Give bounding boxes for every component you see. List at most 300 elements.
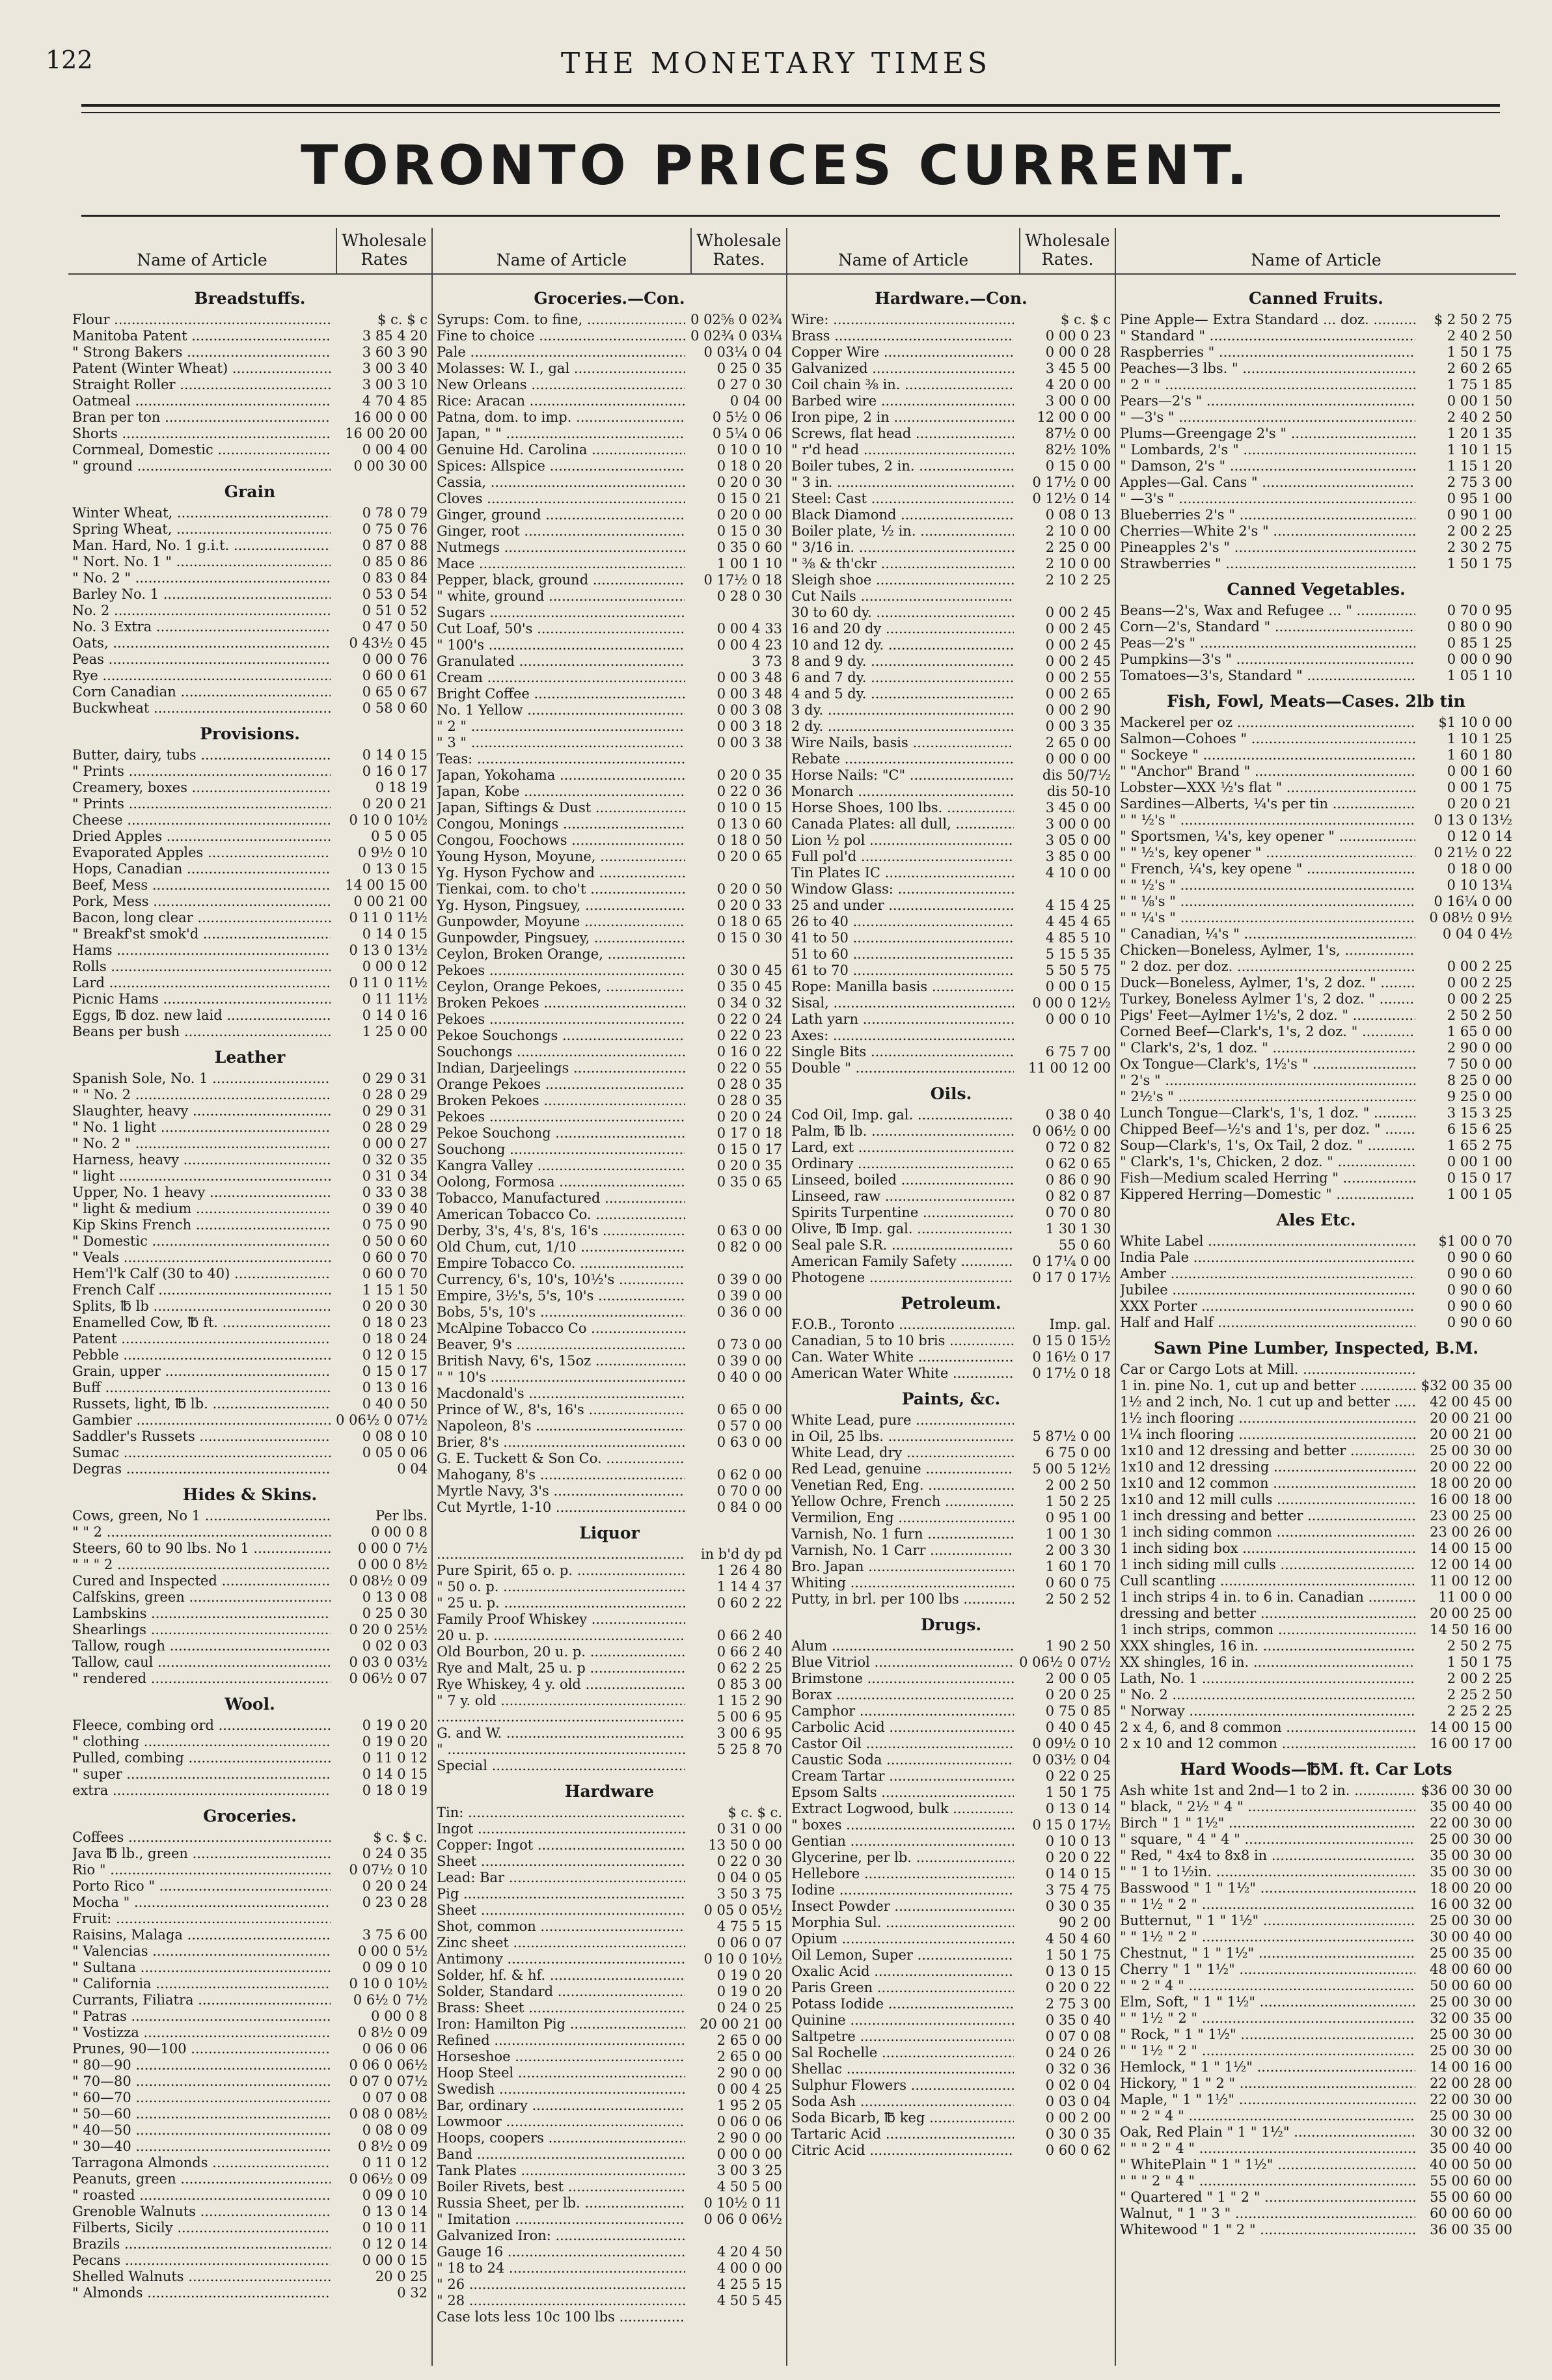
article-name: Sulphur Flowers ..... (791, 2077, 1014, 2094)
article-name: Cows, green, No 1 ..... (72, 1508, 331, 1524)
article-name: Bar, ordinary ..... (437, 2098, 685, 2114)
wholesale-rate: 0 10 0 11 (362, 2220, 428, 2236)
price-row (437, 1353, 782, 1369)
wholesale-rate: 0 14 0 15 (362, 926, 428, 942)
price-row (1120, 731, 1512, 747)
wholesale-rate: 5 00 6 95 (716, 1709, 782, 1725)
article-name: 1 inch strips 4 in. to 6 in. Canadian ..... (1120, 1589, 1415, 1606)
wholesale-rate: 0 13 0 14 (362, 2204, 428, 2219)
wholesale-rate: 0 24 0 26 (1045, 2045, 1111, 2060)
article-name: " 40—50 ..... (72, 2122, 331, 2139)
article-name: American Water White ..... (791, 1365, 1014, 1382)
price-row (72, 1087, 428, 1103)
article-name: Walnut, " 1 " 3 " ..... (1120, 2206, 1415, 2222)
price-row (437, 1272, 782, 1288)
price-row (791, 1915, 1111, 1931)
article-name: " " 2 " 4 " ..... (1120, 1978, 1415, 1994)
article-name: Creamery, boxes ..... (72, 780, 331, 796)
article-name: Pekoe Souchongs ..... (437, 1028, 685, 1044)
price-row (1120, 991, 1512, 1007)
price-row (1120, 1573, 1512, 1589)
wholesale-rate: 11 00 0 00 (1438, 1589, 1512, 1605)
price-row (791, 1107, 1111, 1123)
price-row (437, 540, 782, 556)
wholesale-rate: 3 85 0 00 (1045, 849, 1111, 864)
wholesale-rate: 0 78 0 79 (362, 505, 428, 521)
price-row (437, 1190, 782, 1207)
price-row (791, 1703, 1111, 1719)
article-name: " Vostizza ..... (72, 2025, 331, 2041)
wholesale-rate: 0 10 0 13 (1045, 1833, 1111, 1849)
price-row (437, 1837, 782, 1853)
price-row (791, 1542, 1111, 1559)
article-name: " 2 " ..... (437, 718, 685, 735)
price-row (72, 603, 428, 619)
article-name: Currants, Filiatra ..... (72, 1992, 331, 2008)
price-row (437, 1725, 782, 1742)
wholesale-rate: 3 00 3 40 (362, 361, 428, 376)
article-name: Pork, Mess ..... (72, 894, 331, 910)
price-row (791, 1980, 1111, 1996)
price-row (72, 312, 428, 328)
price-row (791, 1559, 1111, 1575)
wholesale-rate: 0 19 0 20 (716, 1984, 782, 1999)
price-row (1120, 393, 1512, 409)
price-row (1120, 426, 1512, 442)
wholesale-rate: 0 03¼ 0 04 (703, 344, 782, 360)
wholesale-rate: 0 60 0 75 (1045, 1575, 1111, 1591)
wholesale-rate: 0 03 0 04 (1045, 2094, 1111, 2109)
article-name: Cod Oil, Imp. gal. ..... (791, 1107, 1014, 1123)
price-row (1120, 1945, 1512, 1962)
price-row (72, 2139, 428, 2155)
wholesale-rate: 0 30 0 45 (716, 963, 782, 978)
price-row (1120, 2206, 1512, 2222)
wholesale-rate: 0 22 0 23 (716, 1028, 782, 1043)
price-row (72, 1911, 428, 1927)
price-row (791, 897, 1111, 914)
price-row (437, 2277, 782, 2293)
price-row (72, 1734, 428, 1750)
wholesale-rate: 0 17 0 18 (716, 1125, 782, 1141)
wholesale-rate: 1 60 1 70 (1045, 1559, 1111, 1574)
article-name: 1¼ inch flooring ..... (1120, 1427, 1415, 1443)
wholesale-rate: 0 00 2 55 (1045, 670, 1111, 685)
header-wholesale-rates: Wholesale Rates. (1019, 228, 1115, 273)
article-name: " Clark's, 2's, 1 doz. " ..... (1120, 1040, 1415, 1056)
price-row (72, 2171, 428, 2187)
article-name: " " ½'s, key opener " ..... (1120, 845, 1415, 861)
price-row (1120, 1394, 1512, 1410)
price-row (72, 344, 428, 361)
wholesale-rate: 0 15 0 21 (716, 491, 782, 506)
price-row (1120, 668, 1512, 684)
wholesale-rate: 0 32 (397, 2285, 428, 2301)
article-name (437, 1546, 685, 1563)
article-name: Horseshoe ..... (437, 2049, 685, 2065)
article-name: Tank Plates ..... (437, 2163, 685, 2179)
article-name: Mackerel per oz ..... (1120, 715, 1415, 731)
column-4 (1116, 228, 1516, 2366)
article-name: 1½ inch flooring ..... (1120, 1410, 1415, 1427)
article-name: Souchong ..... (437, 1142, 685, 1158)
wholesale-rate: 1 90 2 50 (1045, 1638, 1111, 1654)
article-name: Prince of W., 8's, 16's ..... (437, 1402, 685, 1418)
wholesale-rate: 0 95 1 00 (1045, 1510, 1111, 1525)
wholesale-rate: 25 00 30 00 (1430, 1831, 1512, 1847)
wholesale-rate: 0 16½ 0 17 (1032, 1349, 1111, 1365)
price-row (791, 1996, 1111, 2012)
price-row (437, 767, 782, 784)
wholesale-rate: 0 06½ 0 09 (349, 2171, 428, 2187)
wholesale-rate: 0 35 0 45 (716, 979, 782, 994)
wholesale-rate: 35 00 40 00 (1430, 2141, 1512, 2156)
price-row (437, 556, 782, 572)
price-row (72, 991, 428, 1007)
wholesale-rate: 3 45 5 00 (1045, 361, 1111, 376)
wholesale-rate: 0 85 3 00 (716, 1676, 782, 1692)
article-name: Chestnut, " 1 " 1½" ..... (1120, 1945, 1415, 1962)
page-number: 122 (46, 46, 93, 74)
wholesale-rate (685, 751, 782, 767)
price-row (437, 2032, 782, 2049)
article-name: Whitewood " 1 " 2 " ..... (1120, 2222, 1415, 2238)
article-name: Special ..... (437, 1758, 685, 1774)
column-body (433, 275, 786, 2325)
article-name: Butter, dairy, tubs ..... (72, 747, 331, 763)
section-title: Drugs. (920, 1615, 982, 1634)
article-name: " Norway ..... (1120, 1703, 1415, 1719)
article-name: Chipped Beef—½'s and 1's, per doz. " ..... (1120, 1121, 1415, 1138)
article-name: Hoops, coopers ..... (437, 2130, 685, 2146)
price-row (72, 894, 428, 910)
article-name: 1x10 and 12 mill culls ..... (1120, 1492, 1415, 1508)
wholesale-rate: 0 03½ 0 04 (1032, 1752, 1111, 1768)
price-row (1120, 2173, 1512, 2189)
wholesale-rate: 0 90 0 60 (1447, 1282, 1512, 1298)
wholesale-rate: 0 50 0 60 (362, 1233, 428, 1249)
wholesale-rate: 2 25 0 00 (1045, 540, 1111, 555)
wholesale-rate: 0 38 0 40 (1045, 1107, 1111, 1123)
article-name: McAlpine Tobacco Co ..... (437, 1320, 685, 1337)
price-row (1120, 1799, 1512, 1815)
article-name: Lard, ext ..... (791, 1140, 1014, 1156)
article-name: Citric Acid ..... (791, 2142, 1014, 2159)
wholesale-rate: 2 60 2 65 (1447, 361, 1512, 376)
wholesale-rate: 0 35 0 40 (1045, 2012, 1111, 2028)
section-title: Hard Woods—℔M. ft. Car Lots (1180, 1760, 1452, 1779)
article-name: No. 2 ..... (72, 603, 331, 619)
price-row (1120, 1540, 1512, 1557)
article-name: Putty, in brl. per 100 lbs ..... (791, 1591, 1014, 1607)
price-row (72, 328, 428, 344)
column-header (787, 228, 1115, 275)
article-name: " 2½'s " ..... (1120, 1089, 1415, 1105)
wholesale-rate: 7 50 0 00 (1447, 1056, 1512, 1072)
price-row (72, 1071, 428, 1087)
article-name: " " " 2 ..... (72, 1557, 331, 1573)
article-name: Gunpowder, Moyune ..... (437, 914, 685, 930)
price-row (791, 442, 1111, 458)
article-name: Photogene ..... (791, 1270, 1014, 1286)
wholesale-rate: 0 60 0 70 (362, 1250, 428, 1265)
article-name: Russets, light, ℔ lb. ..... (72, 1396, 331, 1412)
wholesale-rate: 25 00 30 00 (1430, 2027, 1512, 2042)
price-row (437, 1821, 782, 1837)
article-name: Pulled, combing ..... (72, 1750, 331, 1766)
article-name: Borax ..... (791, 1687, 1014, 1703)
header-article-name: Name of Article (1251, 251, 1382, 269)
article-name: Morphia Sul. ..... (791, 1915, 1014, 1931)
article-name: Fruit: ..... (72, 1911, 331, 1927)
wholesale-rate: 0 09 0 10 (362, 1960, 428, 1975)
article-name: 6 and 7 dy. ..... (791, 670, 1014, 686)
section-title: Liquor (579, 1524, 640, 1542)
price-row (437, 1902, 782, 1919)
article-name: Kip Skins French ..... (72, 1217, 331, 1233)
price-row (437, 1870, 782, 1886)
wholesale-rate: 0 04 0 05 (716, 1870, 782, 1885)
wholesale-rate: 14 00 16 00 (1430, 2059, 1512, 2075)
article-name: India Pale ..... (1120, 1250, 1415, 1266)
wholesale-rate: 0 13 0 16 (362, 1380, 428, 1395)
wholesale-rate: 0 18 0 24 (362, 1331, 428, 1347)
article-name: " 70—80 ..... (72, 2073, 331, 2090)
price-row (1120, 845, 1512, 861)
wholesale-rate: 0 28 0 35 (716, 1076, 782, 1092)
price-row (72, 1412, 428, 1429)
price-row (791, 930, 1111, 946)
article-name: G. E. Tuckett & Son Co. ..... (437, 1451, 685, 1467)
price-row (72, 1927, 428, 1943)
article-name: Epsom Salts ..... (791, 1785, 1014, 1801)
article-name: Cut Nails ..... (791, 588, 1014, 605)
wholesale-rate: 0 13 0 60 (716, 816, 782, 832)
article-name: Cheese ..... (72, 812, 331, 828)
wholesale-rate: 3 00 3 10 (362, 377, 428, 392)
price-row (791, 1060, 1111, 1076)
article-name: Rope: Manilla basis ..... (791, 979, 1014, 995)
article-name: Calfskins, green ..... (72, 1589, 331, 1606)
wholesale-rate: 0 87 0 88 (362, 538, 428, 553)
article-name: Galvanized Iron: ..... (437, 2228, 685, 2244)
price-row (437, 1369, 782, 1386)
wholesale-rate: $ c. $ c (377, 312, 428, 327)
article-name: 1 inch siding mill culls ..... (1120, 1557, 1415, 1573)
article-name: 16 and 20 dy ..... (791, 621, 1014, 637)
article-name: XXX shingles, 16 in. ..... (1120, 1638, 1415, 1654)
article-name: " "Anchor" Brand " ..... (1120, 763, 1415, 780)
wholesale-rate: 0 32 0 36 (1045, 2061, 1111, 2077)
price-row (1120, 1524, 1512, 1540)
wholesale-rate: 0 07 0 08 (362, 2090, 428, 2105)
wholesale-rate: 0 06 0 07 (716, 1935, 782, 1950)
wholesale-rate: 0 20 0 00 (716, 507, 782, 523)
price-row (437, 1499, 782, 1516)
price-row (791, 426, 1111, 442)
article-name: " WhitePlain " 1 " 1½" ..... (1120, 2157, 1415, 2173)
article-name: Brimstone ..... (791, 1671, 1014, 1687)
wholesale-rate: 0 00 4 00 (362, 442, 428, 458)
price-row (1120, 474, 1512, 491)
section-title: Groceries. (203, 1807, 297, 1826)
price-row (72, 2220, 428, 2236)
header-article-name: Name of Article (837, 251, 969, 269)
price-row (1120, 910, 1512, 926)
price-row (1120, 715, 1512, 731)
price-row (72, 2155, 428, 2171)
article-name: " " ½'s " ..... (1120, 812, 1415, 828)
price-row (1120, 1282, 1512, 1298)
wholesale-rate: 0 18 0 50 (716, 832, 782, 848)
wholesale-rate: $32 00 35 00 (1421, 1378, 1512, 1393)
wholesale-rate: 0 11 0 11½ (349, 975, 428, 991)
wholesale-rate: 4 00 0 00 (716, 2260, 782, 2276)
wholesale-rate: 0 00 4 23 (716, 637, 782, 653)
wholesale-rate (685, 1255, 782, 1272)
article-name: " Sportsmen, ¼'s, key opener " ..... (1120, 828, 1415, 845)
wholesale-rate: 5 25 8 70 (716, 1742, 782, 1757)
price-row (437, 474, 782, 491)
price-row (437, 1434, 782, 1451)
wholesale-rate: 0 00 21 00 (353, 894, 428, 909)
price-row (791, 2126, 1111, 2142)
wholesale-rate: 0 00 0 7½ (357, 1540, 428, 1556)
wholesale-rate: 42 00 45 00 (1430, 1394, 1512, 1410)
section-title: Leather (214, 1048, 286, 1067)
article-name: Empire Tobacco Co. ..... (437, 1255, 685, 1272)
price-row (791, 1253, 1111, 1270)
wholesale-rate: 23 00 26 00 (1430, 1524, 1512, 1540)
price-row (1120, 877, 1512, 894)
wholesale-rate: 2 30 2 75 (1447, 540, 1512, 555)
price-row (1120, 312, 1512, 328)
price-row (437, 2179, 782, 2195)
price-row (437, 637, 782, 653)
wholesale-rate: 0 05 0 06 (362, 1445, 428, 1460)
price-row (791, 1044, 1111, 1060)
article-name: Whiting ..... (791, 1575, 1014, 1591)
price-row (1120, 1105, 1512, 1121)
price-row (437, 784, 782, 800)
article-name: Lath, No. 1 ..... (1120, 1671, 1415, 1687)
article-name: Teas: ..... (437, 751, 685, 767)
wholesale-rate: 0 21½ 0 22 (1434, 845, 1512, 860)
article-name: " roasted ..... (72, 2187, 331, 2204)
article-name: " light & medium ..... (72, 1201, 331, 1217)
price-row (1120, 2010, 1512, 2027)
wholesale-rate: 0 60 0 70 (362, 1266, 428, 1281)
wholesale-rate: 0 75 0 90 (362, 1217, 428, 1233)
article-name: 20 u. p. ..... (437, 1628, 685, 1644)
price-row (791, 409, 1111, 426)
wholesale-rate: 0 06 0 06 (716, 2114, 782, 2129)
article-name: Lowmoor ..... (437, 2114, 685, 2130)
article-name: Can. Water White ..... (791, 1349, 1014, 1365)
wholesale-rate: 0 70 0 80 (1045, 1205, 1111, 1220)
price-row (791, 328, 1111, 344)
price-row (72, 1250, 428, 1266)
wholesale-rate: dis 50/7½ (1042, 767, 1111, 783)
price-row (791, 1270, 1111, 1286)
article-name: Camphor ..... (791, 1703, 1014, 1719)
wholesale-rate: 1 50 1 75 (1447, 556, 1512, 571)
price-row (72, 1717, 428, 1734)
article-name: dressing and better ..... (1120, 1606, 1415, 1622)
wholesale-rate: 1 05 1 10 (1447, 668, 1512, 683)
price-row (791, 1429, 1111, 1445)
article-name: Cherry " 1 " 1½" ..... (1120, 1962, 1415, 1978)
wholesale-rate: 1 50 1 75 (1045, 1785, 1111, 1800)
article-name: Ginger, ground ..... (437, 507, 685, 523)
price-row (437, 963, 782, 979)
wholesale-rate (685, 605, 782, 621)
wholesale-rate: 0 75 0 85 (1045, 1703, 1111, 1719)
article-name: Broken Pekoes ..... (437, 995, 685, 1011)
wholesale-rate: 35 00 30 00 (1430, 1848, 1512, 1863)
price-row (791, 1801, 1111, 1817)
price-row (72, 1638, 428, 1654)
price-row (72, 684, 428, 700)
price-row (72, 1152, 428, 1168)
wholesale-rate: 0 5½ 0 06 (712, 409, 782, 425)
price-row (437, 1676, 782, 1693)
wholesale-rate: 2 00 3 30 (1045, 1542, 1111, 1558)
article-name: Saddler's Russets ..... (72, 1429, 331, 1445)
price-row (1120, 1266, 1512, 1282)
column-header (68, 228, 431, 275)
article-name: " ⅜ & th'ckr ..... (791, 556, 1014, 572)
article-name: Plums—Greengage 2's " ..... (1120, 426, 1415, 442)
wholesale-rate: 35 00 40 00 (1430, 1799, 1512, 1814)
price-row (437, 1660, 782, 1676)
wholesale-rate: 0 19 0 20 (716, 1967, 782, 1983)
wholesale-rate: 2 65 0 00 (716, 2032, 782, 2048)
article-name: Dried Apples ..... (72, 828, 331, 845)
price-row (791, 540, 1111, 556)
price-row (791, 1156, 1111, 1172)
price-row (437, 1174, 782, 1190)
wholesale-rate: 2 10 0 00 (1045, 556, 1111, 571)
article-name: Empire, 3½'s, 5's, 10's ..... (437, 1288, 685, 1304)
wholesale-rate: 0 83 0 84 (362, 570, 428, 586)
wholesale-rate: 0 75 0 76 (362, 521, 428, 537)
article-name: 1 inch siding box ..... (1120, 1540, 1415, 1557)
article-name: 1x10 and 12 dressing and better ..... (1120, 1443, 1415, 1459)
article-name: Soda Bicarb, ℔ keg ..... (791, 2110, 1014, 2126)
article-name: Cream Tartar ..... (791, 1768, 1014, 1785)
wholesale-rate: 1 20 1 35 (1447, 426, 1512, 441)
article-name: Boiler tubes, 2 in. ..... (791, 458, 1014, 474)
article-name: " Lombards, 2's " ..... (1120, 442, 1415, 458)
wholesale-rate: 0 00 0 00 (1045, 751, 1111, 767)
article-name: Tomatoes—3's, Standard " ..... (1120, 668, 1415, 684)
wholesale-rate: 4 25 5 15 (716, 2277, 782, 2292)
price-row (72, 747, 428, 763)
price-row (437, 1709, 782, 1725)
price-row (437, 2228, 782, 2244)
article-name: Rice: Aracan ..... (437, 393, 685, 409)
price-row (437, 2016, 782, 2032)
price-row (1120, 1040, 1512, 1056)
wholesale-rate: 25 00 30 00 (1430, 1994, 1512, 2010)
article-name: " " 1½ " 2 " ..... (1120, 1929, 1415, 1945)
price-row (791, 1785, 1111, 1801)
article-name: Shorts ..... (72, 426, 331, 442)
wholesale-rate: 0 00 0 00 (716, 2146, 782, 2162)
wholesale-rate: 0 18 0 19 (362, 1783, 428, 1798)
wholesale-rate: 4 70 4 85 (362, 393, 428, 409)
